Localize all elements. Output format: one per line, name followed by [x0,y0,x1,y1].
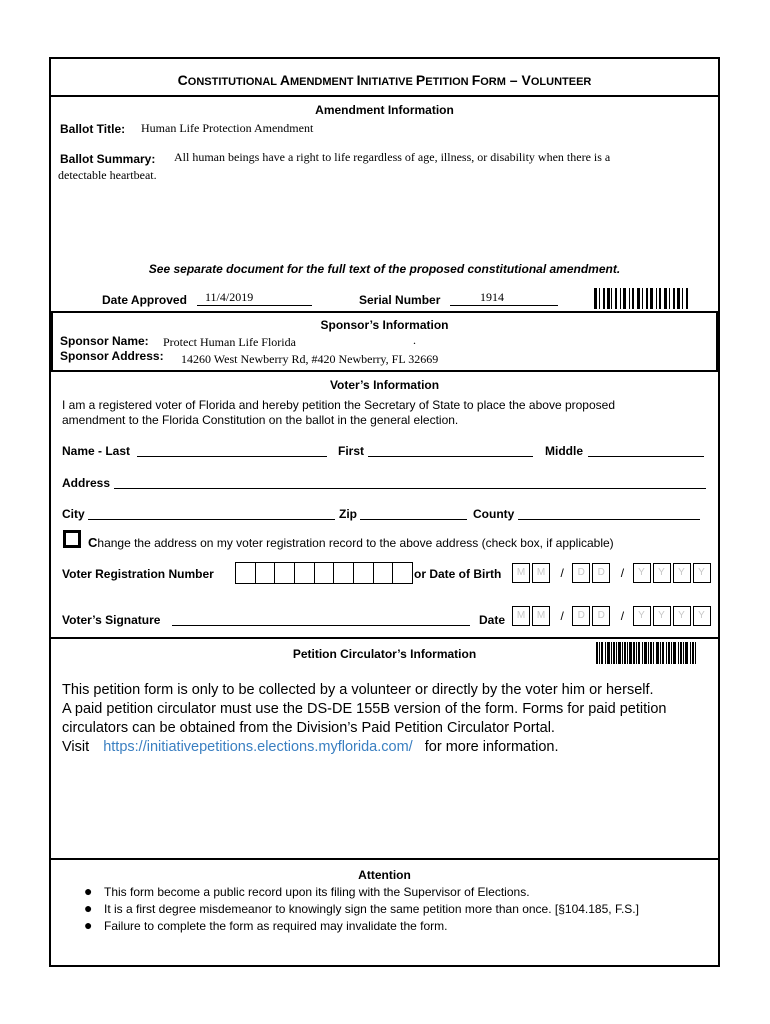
voter-statement-line1: I am a registered voter of Florida and hereby petition the Secretary of State to place the above proposed [62,398,615,412]
barcode-circulator [596,642,704,664]
amendment-heading: Amendment Information [315,103,454,117]
address-input[interactable] [114,488,706,489]
attention-list [84,883,639,934]
circulator-paragraph [62,681,666,757]
barcode-serial [594,288,706,309]
city-label: City [62,507,85,521]
sponsor-name-dot: . [413,333,416,347]
name-last-input[interactable] [137,456,327,457]
middle-name-label: Middle [545,444,583,458]
ballot-summary-line1: All human beings have a right to life regardless of age, illness, or disability when there is a [174,150,611,164]
city-input[interactable] [88,519,335,520]
bullet-icon: ● [84,900,93,916]
zip-label: Zip [339,507,357,521]
change-address-checkbox[interactable] [63,530,81,548]
sponsor-name-value: Protect Human Life Florida [163,335,296,349]
serial-number-line [450,305,558,306]
dob-boxes[interactable]: M M / D D / Y Y Y Y [512,563,713,583]
attention-item: ● This form become a public record upon its filing with the Supervisor of Elections. [84,883,530,899]
reg-number-boxes[interactable] [235,562,413,584]
attention-item: ● It is a first degree misdemeanor to knowingly sign the same petition more than once. [§104.185, F.S.] [84,900,639,916]
visit-label: Visit [62,739,90,755]
divider-title [49,95,720,97]
dob-label: or Date of Birth [414,567,502,581]
visit-after-link: for more information. [424,739,559,755]
first-name-label: First [338,444,365,458]
date-approved-label: Date Approved [102,293,187,307]
circulator-para-line1: This petition form is only to be collected by a volunteer or directly by the voter him or herself. [62,682,654,698]
date-approved-value: 11/4/2019 [205,290,254,304]
ballot-summary-label: Ballot Summary: [60,152,156,166]
sponsor-address-value: 14260 West Newberry Rd, #420 Newberry, FL 32669 [181,352,439,366]
county-input[interactable] [518,519,700,520]
divider-circulator [49,858,720,860]
form-title: CONSTITUTIONAL AMENDMENT INITIATIVE PETITION FORM – VOLUNTEER [177,72,592,88]
signature-date-boxes[interactable]: M M / D D / Y Y Y Y [512,606,713,626]
attention-heading: Attention [358,868,411,882]
signature-input[interactable] [172,625,470,626]
sponsor-address-label: Sponsor Address: [60,349,164,363]
sponsor-heading: Sponsor’s Information [320,318,449,332]
serial-number-label: Serial Number [359,293,441,307]
address-label: Address [62,476,111,490]
circulator-visit-line [62,738,666,757]
divider-sponsor [49,370,720,372]
voter-statement-line2: amendment to the Florida Constitution on the ballot in the general election. [62,413,459,427]
ballot-summary-line2: detectable heartbeat. [58,168,157,182]
date-approved-line [197,305,312,306]
signature-label: Voter’s Signature [62,613,161,627]
bullet-icon: ● [84,917,93,933]
full-text-note: See separate document for the full text of the proposed constitutional amendment. [148,262,621,276]
name-last-label: Name - Last [62,444,131,458]
sponsor-name-label: Sponsor Name: [60,334,149,348]
divider-voter [49,637,720,639]
ballot-title-value: Human Life Protection Amendment [141,121,314,135]
signature-date-label: Date [479,613,506,627]
middle-name-input[interactable] [588,456,704,457]
attention-item: ● Failure to complete the form as required may invalidate the form. [84,917,448,933]
voter-heading: Voter’s Information [329,378,440,392]
bullet-icon: ● [84,883,93,899]
circulator-para-line3: circulators can be obtained from the Division’s Paid Petition Circulator Portal. [62,720,555,736]
first-name-input[interactable] [368,456,533,457]
change-address-text: Change the address on my voter registration record to the above address (check box, if applicable) [88,535,614,550]
circulator-heading: Petition Circulator’s Information [292,647,477,661]
form-frame [49,57,720,967]
serial-number-value: 1914 [480,290,504,304]
county-label: County [473,507,515,521]
zip-input[interactable] [360,519,467,520]
portal-link[interactable]: https://initiativepetitions.elections.myflorida.com/ [103,739,413,755]
circulator-para-line2: A paid petition circulator must use the DS-DE 155B version of the form. Forms for paid petition [62,701,667,717]
reg-number-label: Voter Registration Number [62,567,214,581]
ballot-title-label: Ballot Title: [60,122,126,136]
